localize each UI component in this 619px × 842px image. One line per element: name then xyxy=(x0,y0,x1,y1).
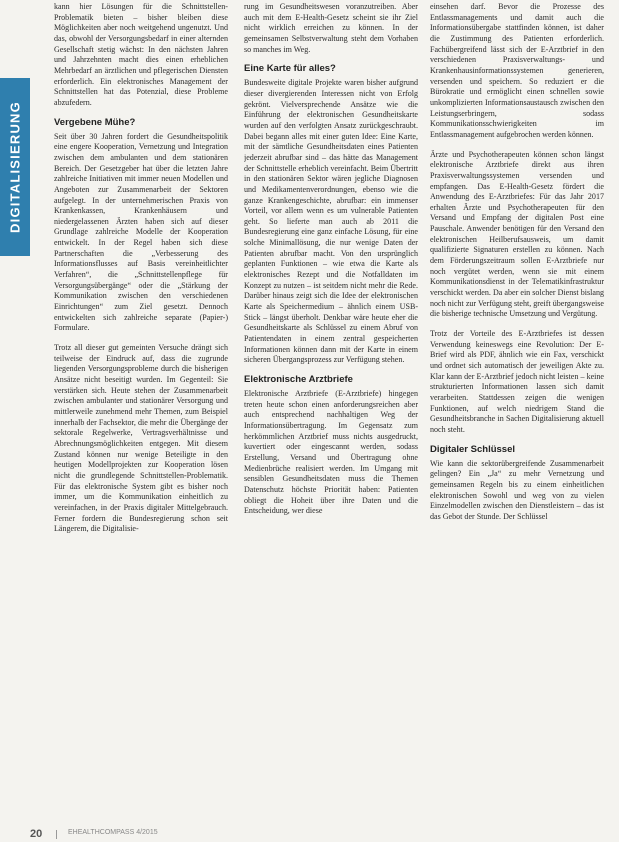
paragraph: einsehen darf. Bevor die Prozesse des Entlassmanagements und damit auch die Informationsübergabe stattfinden können, ist daher die Zustimmung des Patienten erforderlich. Fachübergreifend lässt sich der E-Arztbrief in den verschiedenen Praxisverwaltungs- und Krankenhausinformationssystemen generieren, versenden und speichern. So reduziert er die Bürokratie und ermöglicht einen schnellen sowie unkomplizierten Informationsaustausch zwischen den Leistungserbringern, sodass Kommunikationsschwierigkeiten im Entlassmanagement aufgebrochen werden können. xyxy=(430,2,604,139)
publication-name: EHEALTHCOMPASS 4/2015 xyxy=(68,829,158,836)
paragraph: Trotz der Vorteile des E-Arztbriefes ist dessen Verwendung keineswegs eine Revolution: Der E-Brief wird als PDF, ähnlich wie ein Fax, verschickt und ordnet sich automatisch der jeweiligen Akte zu. Klar kann der E-Arztbrief jedoch nicht leisten – keine strukturierten Informationen lassen sich damit verarbeiten. Stattdessen zeigen die wenigen Funktionen, auf welch niedrigem Stand die Gesundheitsbranche in Sachen Digitalisierung aktuell noch steht. xyxy=(430,329,604,434)
paragraph: rung im Gesundheitswesen voranzutreiben. Aber auch mit dem E-Health-Gesetz scheint sie ihr Ziel nicht wirklich erreichen zu können. In der gemeinsamen Selbstverwaltung steht dem Vorhaben so manches im Weg. xyxy=(244,2,418,54)
paragraph: Seit über 30 Jahren fordert die Gesundheitspolitik eine engere Kooperation, Vernetzung und Integration zwischen dem ambulanten und dem stationären Bereich. Der Gesetzgeber hat über die letzten Jahre zahlreiche Initiativen mit immer neuen Modellen und Angeboten zur Zusammenarbeit der Sektoren aufgelegt. In der unternehmerischen Praxis von Krankenkassen, Krankenhäusern und niedergelassenen Ärzten haben sich auf dieser Grundlage zahlreiche Modelle der Kooperation entwickelt. In der Regel haben sich diese Partnerschaften die „Verbesserung des Informationsflusses auf Basis vereinheitlichter Verfahren“, die „Schnittstellenpflege für Versorgungsübergänge“ oder die „Stärkung der Kommunikation zwischen den verschiedenen Einrichtungen“ zum Ziel gesetzt. Dennoch entwickelten sich zahlreiche separate (Papier-) Formulare. xyxy=(54,131,228,333)
paragraph: Elektronische Arztbriefe (E-Arztbriefe) hingegen treten heute schon einen anforderungsreichen aber auch entsprechend nachhaltigen Weg der Informationsübertragung. Im Gegensatz zum herkömmlichen Arztbrief muss nichts ausgedruckt, kuvertiert oder eingescannt werden, sodass Erstellung, Versand und Übertragung ohne Medienbrüche realisiert werden. Im Umgang mit sensiblen Gesundheitsdaten muss die Themen Datenschutz höchste Priorität haben: Patienten obliegt die Hoheit über ihre Daten und die Entscheidung, wer diese xyxy=(244,389,418,516)
section-heading: Elektronische Arztbriefe xyxy=(244,374,353,385)
section-heading: Eine Karte für alles? xyxy=(244,63,336,75)
section-heading: Vergebene Mühe? xyxy=(54,116,136,128)
paragraph: Trotz all dieser gut gemeinten Versuche drängt sich teilweise der Eindruck auf, dass die zugrunde liegenden Versorgungsprobleme durch die bisherigen Ansätze nicht beseitigt wurden. Im Gegenteil: Sie verstärken sich. Heute stehen der Zusammenarbeit zwischen ambulanter und stationärer Versorgung und mittlerweile zunehmend mehr Themen, zum Beispiel innerhalb der Fachsektor, die mehr die Übergänge der sektorale Regelwerke, Vertragsverhältnisse und Abrechnungsmöglichkeiten entgegen. Mit diesem Zustand können nur wenige Beteiligte in den heutigen Modellprojekten zur Kooperation lösen nicht die grundlegende Schnittstellen-Problematik. Für das elektronische System gibt es bisher noch immer, um die Kommunikation einheitlich zu vereinfachen, in der Praxis digitaler Mittelgebrauch. Ferner fordern die Bundesregierung schon seit Längerem, die Digitalisie- xyxy=(54,343,228,534)
text-column-2 xyxy=(244,2,418,808)
section-heading: Digitaler Schlüssel xyxy=(430,443,516,455)
text-column-3 xyxy=(430,2,604,808)
paragraph: kann hier Lösungen für die Schnittstellen-Problematik bieten – bisher bleiben diese Möglichkeiten aber noch weitgehend ungenutzt. Und das, obwohl der Versorgungsbedarf in einer alternden Gesellschaft stetig wächst: In den nächsten Jahren und Jahrzehnten macht dies einen erheblichen Mehrbedarf an ärztlichen und pflegerischen Diensten erforderlich. Ein elektronisches Management der Schnittstellen hat das Potenzial, diese Probleme abzufedern. xyxy=(54,2,228,107)
text-column-1 xyxy=(54,2,228,808)
paragraph: Wie kann die sektorübergreifende Zusammenarbeit gelingen? Ein „Ja“ zu mehr Vernetzung und gemeinsamen Regeln bis zu einem einheitlichen elektronischen Sowohl und weg von zu vielen Einzelmodellen zwischen den Dienstleistern – das ist das Gebot der Stunde. Der Schlüssel xyxy=(430,458,604,521)
section-label: DIGITALISIERUNG xyxy=(7,101,23,233)
paragraph: Bundesweite digitale Projekte waren bisher aufgrund dieser divergierenden Interessen nicht von Erfolg gekrönt. Vielversprechende Ansätze wie die Einführung der elektronischen Gesundheitskarte wurden auf den verfolgten Ansatz zurückgeschraubt. Dabei begann alles mit einer guten Idee: Eine Karte, mit der sämtliche Gesundheitsdaten eines Patienten jederzeit abrufbar sind – das hätte das Management der Schnittstelle erheblich vereinfacht. Beim Übertritt in den stationären Sektor wären jegliche Diagnosen und Medikamentenverordnungen, ebenso wie die ganze Krankengeschichte, abrufbar: ein immenser Vorteil, vor allem wenn es um vulnerable Patienten geht. So lieferte man auch ab 2011 die Bundesregierung eine ganz einfache Lösung, für eine solche Minimallösung, die nur wenige Daten der Patienten abrufbar macht. Von den ursprünglich geplanten Funktionen – wie etwa die Karte als elektronisches Rezept und die Notfalldaten im Konzept zu nutzen – ist seitdem nicht mehr die Rede. Darüber hinaus zeigt sich die Idee der elektronischen Karte als Speichermedium – ähnlich einem USB-Stick – längst überholt. Denkbar wäre heute eher die Gesundheitskarte als Schlüssel zu einem Abruf von Patientendaten in einem zentral gespeicherten Informationen können dann mit der Karte in einem sicheren Übergangsprozess zur Verfügung stehen. xyxy=(244,78,418,365)
page-number: 20 xyxy=(30,828,43,840)
footer-divider xyxy=(56,830,57,839)
paragraph: Ärzte und Psychotherapeuten können schon längst elektronische Arztbriefe direkt aus ihren Praxisverwaltungssystemen versenden und empfangen. Das E-Health-Gesetz fördert die Anwendung des E-Arztbriefes: Für das Jahr 2017 erhalten Ärzte und Psychotherapeuten für den Versand und Empfang der digitalen Post eine Pauschale. Anwender benötigen für den Versand den elektronischen Heilberufsausweis, um damit qualifizierte Signaturen erstellen zu können. Nach dem Förderungszeitraum sollen E-Arztbriefe nur noch vergütet werden, wenn sie mit einem Kommunikationsdienst in der Telematikinfrastruktur verschickt werden. Da aber ein solcher Dienst bislang noch nicht zur Verfügung steht, greift übergangsweise die bisherige technische Umsetzung und Vergütung. xyxy=(430,149,604,319)
